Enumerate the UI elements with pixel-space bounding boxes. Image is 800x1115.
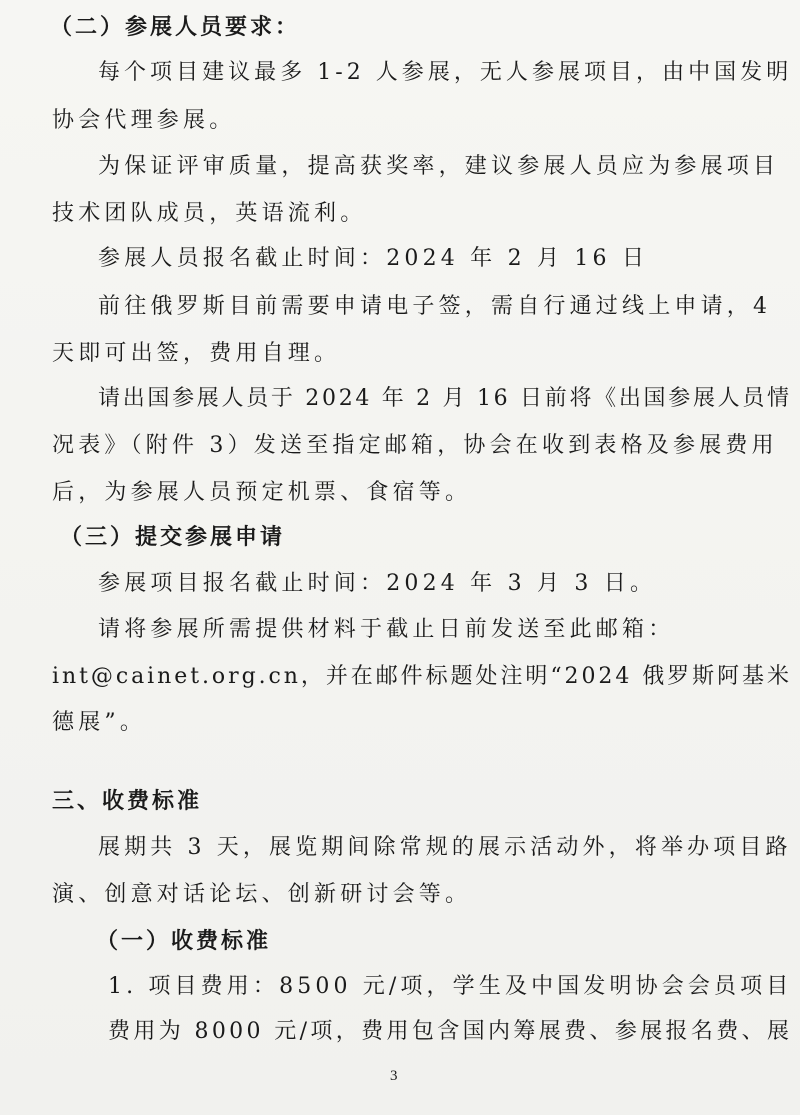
email-line: int@cainet.org.cn，并在邮件标题处注明“2024 俄罗斯阿基米 — [52, 664, 792, 689]
section-heading-submit-application: （三）提交参展申请 — [60, 525, 286, 550]
paragraph-line: 后，为参展人员预定机票、食宿等。 — [52, 480, 472, 505]
paragraph-line: 展期共 3 天，展览期间除常规的展示活动外，将举办项目路 — [98, 835, 792, 860]
paragraph-line: 为保证评审质量，提高获奖率，建议参展人员应为参展项目 — [98, 154, 780, 179]
paragraph-line: 技术团队成员，英语流利。 — [52, 201, 367, 226]
paragraph-line: 每个项目建议最多 1-2 人参展，无人参展项目，由中国发明 — [98, 60, 793, 85]
subsection-heading-fee-standards: （一）收费标准 — [96, 928, 272, 954]
paragraph-line: 参展人员报名截止时间：2024 年 2 月 16 日 — [98, 246, 649, 271]
paragraph-line: 演、创意对话论坛、创新研讨会等。 — [52, 882, 472, 907]
paragraph-line: 德展”。 — [52, 710, 147, 735]
section-heading-personnel-requirements: （二）参展人员要求： — [50, 14, 301, 40]
paragraph-line: 请出国参展人员于 2024 年 2 月 16 日前将《出国参展人员情 — [98, 386, 792, 411]
paragraph-line: 况表》（附件 3）发送至指定邮箱，协会在收到表格及参展费用 — [52, 433, 778, 458]
paragraph-line: 协会代理参展。 — [52, 108, 236, 133]
list-item-line: 1. 项目费用：8500 元/项，学生及中国发明协会会员项目 — [108, 974, 793, 999]
section-heading-fee-standards: 三、收费标准 — [52, 789, 203, 814]
paragraph-line: 参展项目报名截止时间：2024 年 3 月 3 日。 — [98, 571, 657, 596]
paragraph-line: 请将参展所需提供材料于截止日前发送至此邮箱： — [98, 617, 675, 642]
page-number: 3 — [390, 1068, 398, 1084]
list-item-line: 费用为 8000 元/项，费用包含国内筹展费、参展报名费、展 — [108, 1019, 793, 1044]
paragraph-line: 前往俄罗斯目前需要申请电子签，需自行通过线上申请，4 — [98, 294, 772, 319]
paragraph-line: 天即可出签，费用自理。 — [52, 341, 341, 366]
